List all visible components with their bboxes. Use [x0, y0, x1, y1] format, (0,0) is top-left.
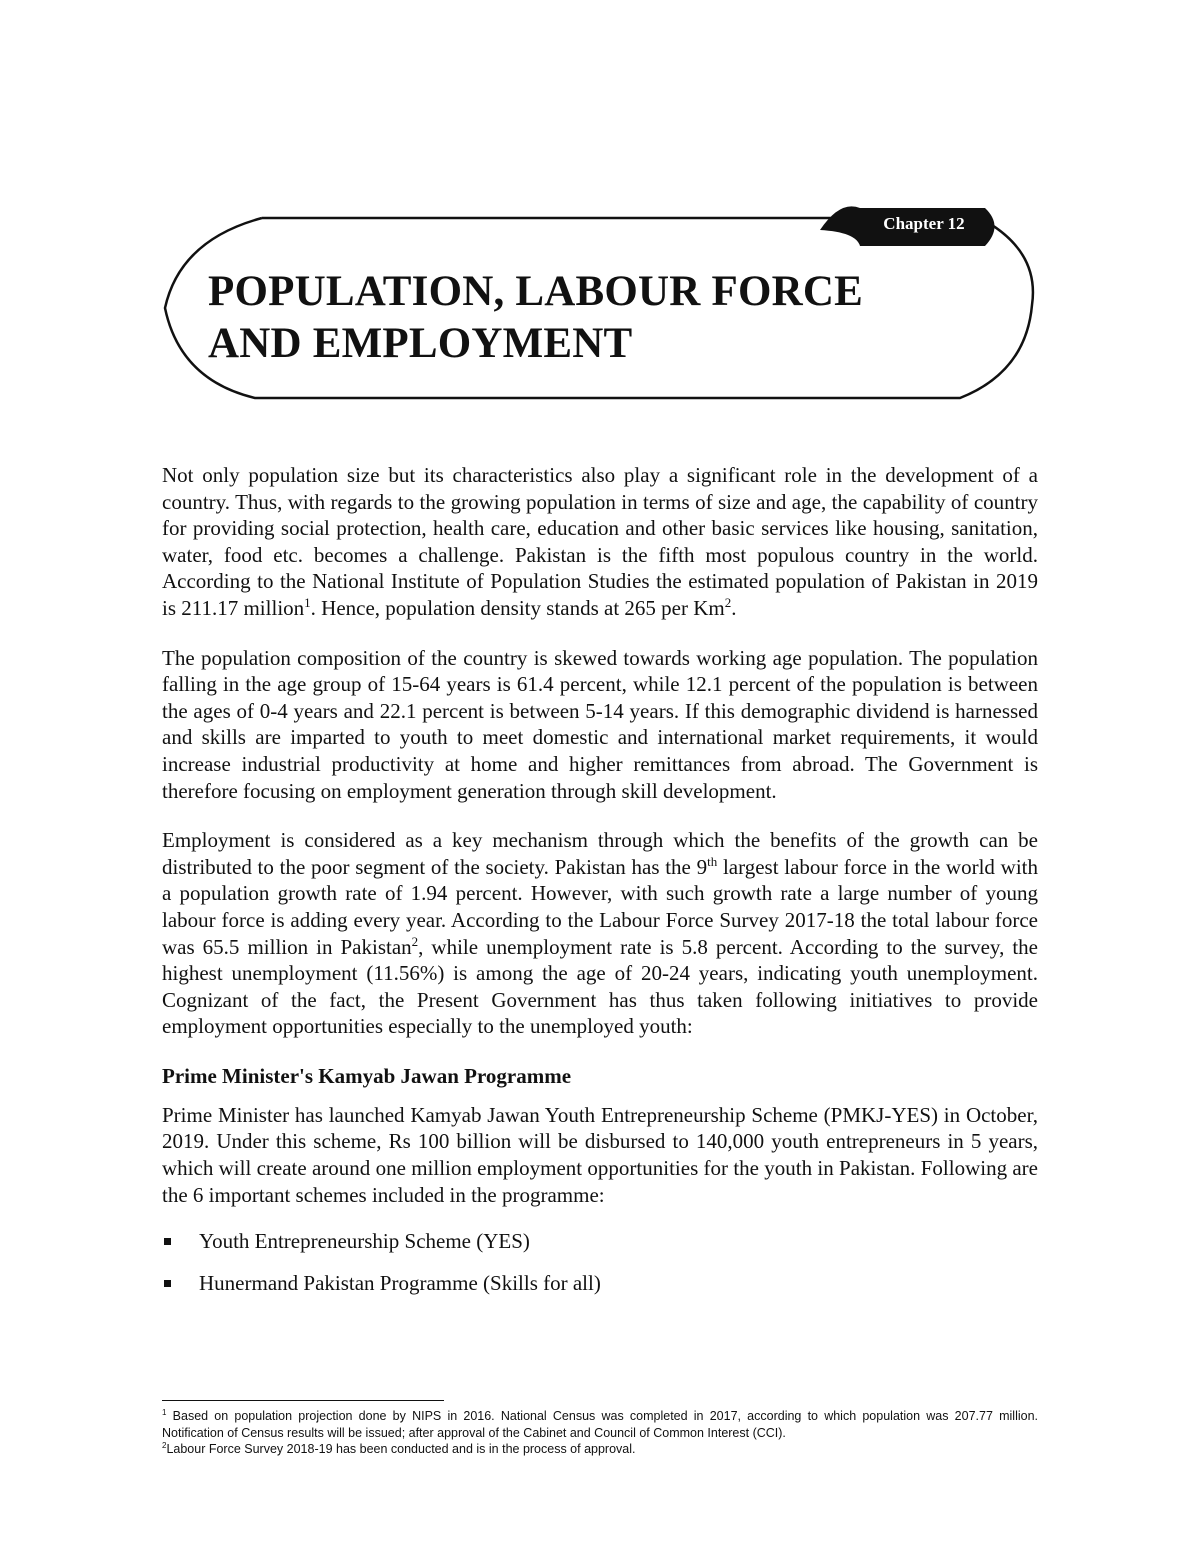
footnote-2-text: Labour Force Survey 2018-19 has been conducted and is in the process of approval.: [166, 1442, 636, 1456]
footnotes: [162, 1408, 1038, 1458]
square-bullet-icon: [164, 1280, 171, 1287]
superscript-th: th: [707, 853, 718, 869]
schemes-list: [162, 1228, 1038, 1297]
chapter-title: [208, 266, 863, 370]
list-item-text: Youth Entrepreneurship Scheme (YES): [199, 1229, 530, 1254]
chapter-number: Chapter 12: [883, 214, 965, 233]
square-bullet-icon: [164, 1238, 171, 1245]
list-item: [162, 1270, 1038, 1297]
employment-text-end: , while unemployment rate is 5.8 percent. According to the survey, the highest unemployment (11.56%) is among the age of 20-24 years, indicating youth unemployment. Cognizant of the fact, the Present Government has thus taken following initiatives to provide employment opportunities especially to the unemployed youth:: [162, 934, 1038, 1039]
chapter-title-line-1: POPULATION, LABOUR FORCE: [208, 268, 864, 315]
footnote-1-mark: 1: [162, 1407, 167, 1417]
employment-paragraph: [162, 827, 1038, 1040]
employment-text: Employment is considered as a key mechanism through which the benefits of the growth can be distributed to the poor segment of the society. Pakistan has the 9: [162, 828, 1038, 879]
intro-text: Not only population size but its characteristics also play a significant role in the development of a country. Thus, with regards to the growing population in terms of size and age, the capability of country for providing social protection, health care, education and other basic services like housing, sanitation, water, food etc. becomes a challenge. Pakistan is the fifth most populous country in the world. According to the National Institute of Population Studies the estimated population of Pakistan in 2019 is 211.17 million: [162, 463, 1038, 620]
intro-text-end: .: [731, 595, 737, 620]
list-item: [162, 1228, 1038, 1255]
employment-text-cont: largest labour force in the world with a population growth rate of 1.94 percent. However, with such growth rate a large number of young labour force is adding every year. According to the Labour Force Survey 2017-18 the total labour force was 65.5 million in Pakistan: [162, 854, 1038, 959]
footnote-ref-1[interactable]: 1: [304, 594, 311, 610]
footnote-divider: [162, 1400, 444, 1401]
footnote-2-mark: 2: [162, 1440, 167, 1450]
section-heading: Prime Minister's Kamyab Jawan Programme: [162, 1063, 572, 1088]
footnote-1-text: Based on population projection done by NIPS in 2016. National Census was completed in 2017, according to which population was 207.77 million. Notification of Census results will be issued; after approval of the Cabinet and Council of Common Interest (CCI).: [162, 1409, 1038, 1440]
footnote-ref-2[interactable]: 2: [411, 933, 419, 949]
intro-text-cont: . Hence, population density stands at 265 per Km: [310, 595, 725, 620]
footnote-1: [162, 1408, 1038, 1441]
chapter-title-line-2: AND EMPLOYMENT: [208, 320, 633, 367]
chapter-body: [162, 462, 1038, 1312]
footnote-2: [162, 1441, 1038, 1458]
intro-paragraph: [162, 462, 1038, 622]
list-item-text: Hunermand Pakistan Programme (Skills for all): [199, 1271, 601, 1296]
superscript-squared: 2: [724, 594, 732, 610]
programme-paragraph: Prime Minister has launched Kamyab Jawan Youth Entrepreneurship Scheme (PMKJ-YES) in October, 2019. Under this scheme, Rs 100 billion will be disbursed to 140,000 youth entrepreneurs in 5 years, which will create around one million employment opportunities for the youth in Pakistan. Following are the 6 important schemes included in the programme:: [162, 1102, 1038, 1207]
composition-paragraph: The population composition of the country is skewed towards working age population. The population falling in the age group of 15-64 years is 61.4 percent, while 12.1 percent of the population is between the ages of 0-4 years and 22.1 percent is between 5-14 years. If this demographic dividend is harnessed and skills are imparted to youth to meet domestic and international market requirements, it would increase industrial productivity at home and higher remittances from abroad. The Government is therefore focusing on employment generation through skill development.: [162, 645, 1038, 803]
